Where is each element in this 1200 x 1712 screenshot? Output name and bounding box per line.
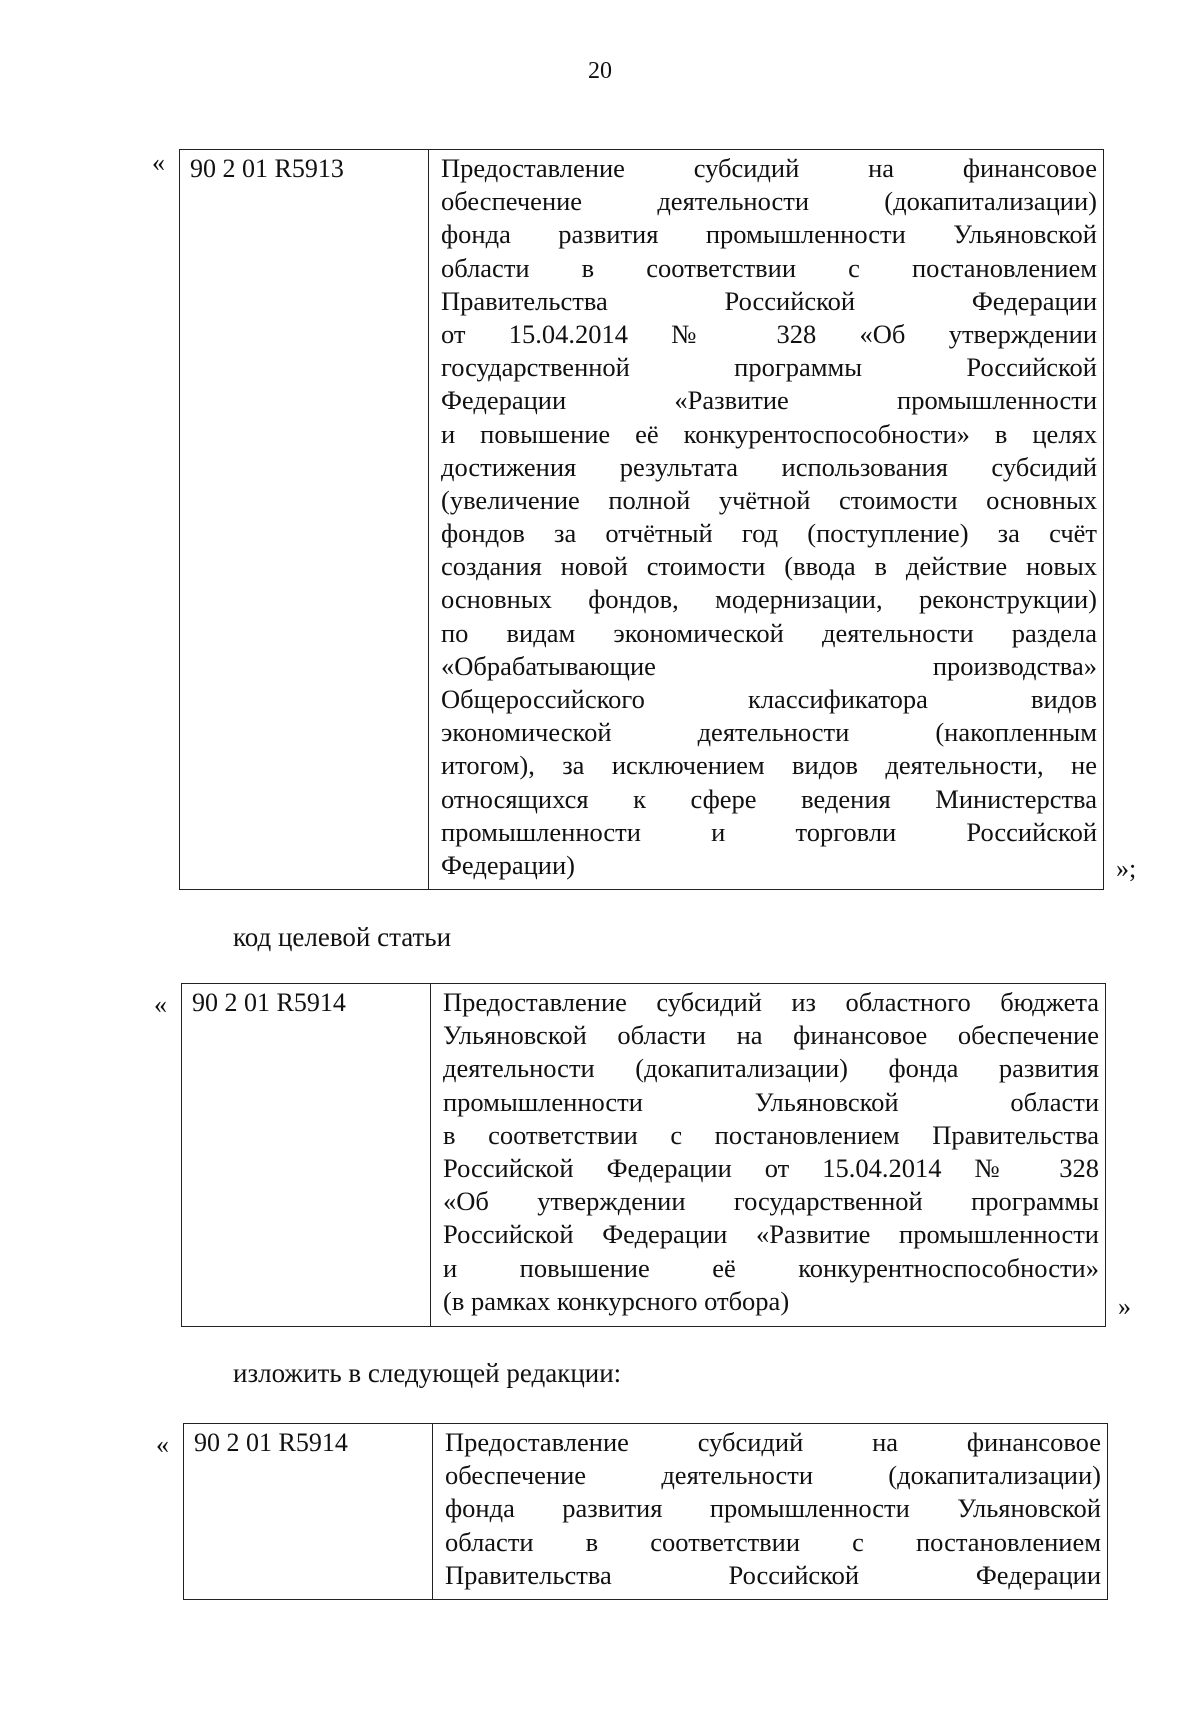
page-number: 20: [588, 58, 612, 84]
description-line: фонда развития промышленности Ульяновской: [445, 1493, 1101, 1524]
paragraph-target-article-code: код целевой статьи: [233, 922, 452, 952]
paragraph-new-wording: изложить в следующей редакции:: [233, 1358, 622, 1388]
table1-description-cell: [429, 150, 1103, 889]
table1-close-quote: »;: [1116, 854, 1137, 883]
table3: [183, 1423, 1108, 1600]
table3-code-cell: 90 2 01 R5914: [184, 1424, 433, 1599]
table1-code-cell: 90 2 01 R5913: [180, 150, 429, 889]
description-line: фонда развития промышленности Ульяновской: [441, 219, 1097, 250]
description-line: Российской Федерации «Развитие промышленности: [443, 1219, 1099, 1250]
description-line: Общероссийского классификатора видов: [441, 684, 1097, 714]
description-line: области в соответствии с постановлением: [445, 1526, 1101, 1557]
description-line: Федерации): [441, 849, 575, 880]
table2-code-cell: 90 2 01 R5914: [182, 984, 431, 1326]
description-line: «Обрабатывающие производства»: [441, 650, 1097, 681]
description-line: и повышение её конкурентоспособности» в целях: [441, 418, 1097, 449]
table2-open-quote: «: [154, 990, 167, 1019]
table3-description-cell: [433, 1424, 1107, 1599]
description-line: Правительства Российской Федерации: [441, 285, 1097, 316]
description-line: деятельности (докапитализации) фонда развития: [443, 1053, 1099, 1084]
description-line: экономической деятельности (накопленным: [441, 717, 1097, 748]
description-line: Ульяновской области на финансовое обеспечение: [443, 1020, 1099, 1051]
description-line: Предоставление субсидий из областного бюджета: [443, 987, 1099, 1017]
description-line: обеспечение деятельности (докапитализации): [445, 1460, 1101, 1491]
description-line: Предоставление субсидий на финансовое: [445, 1427, 1101, 1457]
table2-close-quote: »: [1118, 1292, 1131, 1321]
description-line: итогом), за исключением видов деятельности, не: [441, 750, 1097, 781]
description-line: Федерации «Развитие промышленности: [441, 385, 1097, 416]
description-line: «Об утверждении государственной программы: [443, 1186, 1099, 1217]
description-line: создания новой стоимости (ввода в действие новых: [441, 551, 1097, 582]
description-line: промышленности и торговли Российской: [441, 816, 1097, 847]
table1-open-quote: «: [152, 148, 165, 177]
description-line: государственной программы Российской: [441, 352, 1097, 383]
description-line: (увеличение полной учётной стоимости основных: [441, 484, 1097, 515]
table2-description-cell: [431, 984, 1105, 1326]
table1: [179, 149, 1104, 890]
description-line: Российской Федерации от 15.04.2014 № 328: [443, 1152, 1099, 1183]
table2: [181, 983, 1106, 1327]
description-line: фондов за отчётный год (поступление) за счёт: [441, 518, 1097, 549]
description-line: промышленности Ульяновской области: [443, 1086, 1099, 1117]
description-line: достижения результата использования субсидий: [441, 451, 1097, 482]
description-line: относящихся к сфере ведения Министерства: [441, 783, 1097, 814]
description-line: Правительства Российской Федерации: [445, 1559, 1101, 1590]
description-line: (в рамках конкурсного отбора): [443, 1285, 790, 1316]
description-line: и повышение её конкурентноспособности»: [443, 1252, 1099, 1283]
description-line: Предоставление субсидий на финансовое: [441, 153, 1097, 183]
description-line: в соответствии с постановлением Правительства: [443, 1119, 1099, 1150]
description-line: по видам экономической деятельности раздела: [441, 617, 1097, 648]
description-line: области в соответствии с постановлением: [441, 252, 1097, 283]
description-line: обеспечение деятельности (докапитализации): [441, 186, 1097, 217]
description-line: от 15.04.2014 № 328 «Об утверждении: [441, 318, 1097, 349]
description-line: основных фондов, модернизации, реконструкции): [441, 584, 1097, 615]
table3-open-quote: «: [156, 1430, 169, 1459]
